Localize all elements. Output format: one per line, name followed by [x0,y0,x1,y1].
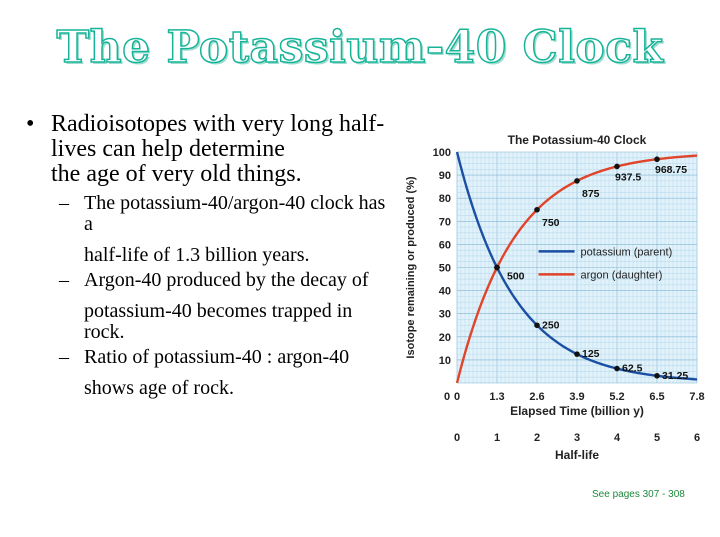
data-point [574,351,580,357]
half-life-tick-label: 3 [573,432,581,444]
data-point [654,156,660,162]
sub-bullet-continuation: potassium-40 becomes trapped in rock. [84,300,353,343]
x-tick-label: 7.8 [689,391,705,403]
legend-label-potassium: potassium (parent) [580,246,673,259]
data-point [574,178,580,184]
y-tick-label: 50 [438,262,451,275]
chart-title: The Potassium-40 Clock [507,133,647,147]
data-point [614,164,620,170]
half-life-tick-label: 1 [493,432,501,444]
footnote: See pages 307 - 308 [592,489,685,500]
data-point [494,265,500,271]
y-tick-label: 30 [438,308,451,321]
x-tick-label: 2.6 [529,391,545,403]
data-point [534,207,540,213]
data-label: 750 [542,216,560,229]
x-tick-label: 3.9 [569,391,585,403]
data-point [654,373,660,379]
data-label: 250 [542,319,560,332]
sub-bullet-item [26,193,396,235]
y-tick-label: 100 [432,147,451,159]
y-tick-label: 80 [438,193,451,206]
y-tick-label: 60 [438,239,451,252]
y-tick-label: 90 [438,170,451,183]
bullet-dot-icon: • [26,111,35,137]
sub-bullet-text: The potassium-40/argon-40 clock has a [84,192,386,235]
data-point [534,322,540,328]
data-label: 31.25 [662,369,689,382]
sub-bullet-item [26,347,396,368]
dash-icon: – [59,192,69,214]
slide-title: The Potassium-40 Clock [56,22,664,73]
bullet-cont-text: the age of very old things. [51,161,302,187]
x-tick-label: 1.3 [489,391,505,403]
data-label: 937.5 [615,171,642,184]
data-label: 500 [507,270,525,283]
data-label: 125 [582,348,600,361]
sub-bullet-text: Ratio of potassium-40 : argon-40 [84,346,350,368]
data-label: 968.75 [655,164,688,177]
dash-icon: – [59,346,69,368]
potassium-argon-chart [400,125,710,470]
x-tick-label: 6.5 [649,391,665,403]
half-life-tick-label: 4 [613,432,621,444]
bullet-continuation [26,162,396,187]
half-life-axis-label: Half-life [554,448,600,462]
sub-bullet-continuation: half-life of 1.3 billion years. [84,244,310,266]
sub-bullet-item [26,270,396,291]
x-axis-label: Elapsed Time (billion y) [510,404,644,418]
y-tick-label: 10 [438,354,451,367]
sub-bullet-text: Argon-40 produced by the decay of [84,269,369,291]
sub-bullet-continuation: shows age of rock. [84,377,234,399]
half-life-tick-label: 0 [453,432,461,444]
y-tick-label: 40 [438,285,451,298]
dash-icon: – [59,269,69,291]
x-origin-label: 0 [443,391,451,403]
bullet-item [26,112,396,162]
legend-label-argon: argon (daughter) [580,269,663,282]
half-life-tick-label: 5 [653,432,661,444]
bullet-list [26,112,396,399]
y-tick-label: 70 [438,216,451,229]
y-axis-label: Isotope remaining or produced (%) [405,176,417,359]
x-tick-label: 0 [453,391,461,403]
data-point [614,366,620,372]
data-label: 62.5 [622,362,643,375]
half-life-tick-label: 2 [533,432,541,444]
y-tick-label: 20 [438,331,451,344]
half-life-tick-label: 6 [693,432,701,444]
x-tick-label: 5.2 [609,391,625,403]
bullet-text: Radioisotopes with very long half-lives can help determine [51,111,385,162]
data-label: 875 [582,187,600,200]
